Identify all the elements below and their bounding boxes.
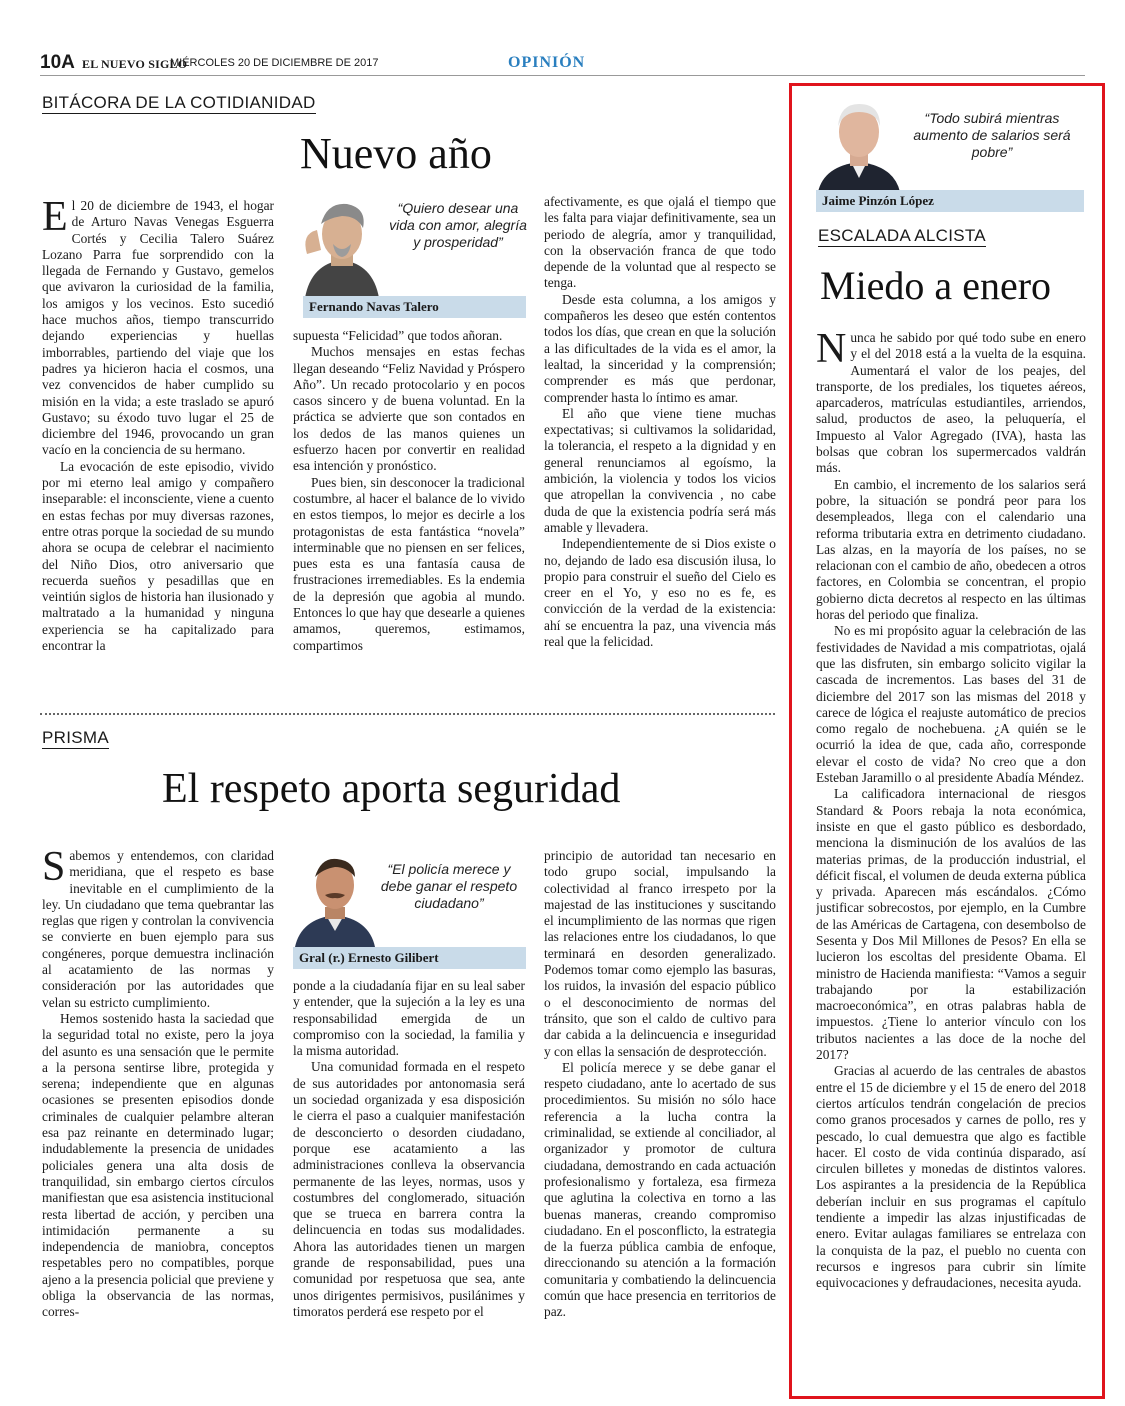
article2-column-2 — [293, 978, 525, 1323]
paragraph: Una comunidad formada en el respeto de sus autoridades por antonomasia será un sociedad organizada y esa disposición le cierra el paso a cualquier manifestación de desconcierto o desorden ciudadano, porque ese acatamiento a las administraciones conlleva la observancia permanente de las leyes, normas, usos y costumbres del conglomerado, situación que se trueca en barrera contra la delincuencia en todas sus modalidades. Ahora las autoridades tienen un margen grande de responsabilidad, pues una comunidad por respetuosa que sea, ante unos dirigentes permisivos, pusilánimes y timoratos perderá ese respeto por el — [293, 1059, 525, 1319]
article1-column-1 — [42, 198, 274, 683]
article2-column-1 — [42, 848, 274, 1323]
page-number: 10A — [40, 52, 75, 73]
paragraph: unca he sabido por qué todo sube en enero y el del 2018 está a la vuelta de la esquina. Aumentará el valor de los peajes, del transporte, de los prediales, los tiquetes aéreos, aparcaderos, matrículas estudiantiles, arriendos, salud, productos de aseo, la peluquería, el Impuesto al Valor Agregado (IVA), hasta las bolsas que cobran los supermercados valdrán más. — [816, 330, 1086, 476]
paragraph: Pues bien, sin desconocer la tradicional costumbre, al hacer el balance de lo vivido en estos tiempos, lo mejor es decirle a los protagonistas de esta fantástica “novela” interminable que no piensen en ser felices, pues esta es una fantasía causa de frustraciones irremediables. Es la endemia de la depresión que agobia al mundo. Entonces lo que hay que desearle a quienes amamos, queremos, estimamos, compartimos — [293, 474, 525, 653]
pull-quote: “Todo subirá mientras aumento de salarios será pobre” — [913, 110, 1071, 160]
article2-headline: El respeto aporta seguridad — [162, 766, 621, 812]
paragraph: La evocación de este episodio, vivido por mi eterno leal amigo y compañero inseparable: el inconsciente, viene a cuento en estas fechas por muy diversas razones, entre otras porque la sociedad de su mundo ahora se ocupa de celebrar el nacimiento del Niño Dios, otro aniversario que recuerda sueños y pesadillas que en veintiún siglos de historia han ilusionado y maltratado a la humanidad y ninguna experiencia se ha capitalizado para encontrar la — [42, 458, 274, 654]
article3-column-1 — [816, 330, 1086, 1380]
paragraph: afectivamente, es que ojalá el tiempo que les falta para viajar definitivamente, sea un periodo de alegría, amor y tranquilidad, con la observación franca de que todo depende de la voluntad que al respecto se tenga. — [544, 194, 776, 291]
issue-date: MIÉRCOLES 20 DE DICIEMBRE DE 2017 — [170, 57, 379, 69]
article1-kicker: BITÁCORA DE LA COTIDIANIDAD — [42, 93, 316, 112]
pull-quote: “El policía merece y debe ganar el respeto ciudadano” — [380, 861, 518, 911]
pull-quote: “Quiero desear una vida con amor, alegría y prosperidad” — [389, 200, 527, 250]
paragraph: Muchos mensajes en estas fechas llegan deseando “Feliz Navidad y Próspero Año”. Un recado protocolario y en pocos casos sincero y de buena voluntad. En la práctica se advierte que son contados en los dedos de las manos quienes un esfuerzo hacen por convertir en realidad esa intención y pronóstico. — [293, 344, 525, 474]
paragraph: El año que viene tiene muchas expectativas; si cultivamos la solidaridad, la tolerancia, el respeto a la dignidad y en general renunciamos al egoísmo, la ambición, la violencia y todos los vicios que atropellan la convivencia , no cabe duda de que la existencia podría será más amable y llevadera. — [544, 405, 776, 535]
article1-headline: Nuevo año — [300, 129, 492, 178]
paragraph: Hemos sostenido hasta la saciedad que la seguridad total no existe, pero la joya del asunto es una sensación que le permite a la persona sentirse libre, protegida y serena; independiente que en algunas ocasiones se presenten episodios donde criminales de cualquier pelambre alteran esa paz reinante en determinado lugar; indudablemente la presencia de unidades policiales genera una alta dosis de tranquilidad, sin embargo ciertos círculos manifiestan que esa asistencia institucional resta libertad de acción, y perciben una intimidación permanente a su independencia de maniobra, conceptos respetables pero no compatibles, porque ajeno a la presencia policial que previene y obliga la observancia de las normas, corres- — [42, 1010, 274, 1320]
author-photo — [816, 94, 902, 192]
paragraph: Independientemente de si Dios existe o no, dejando de lado esa discusión ilusa, lo propio para construir el sueño del Cielo es creer en el Yo, y eso no es fe, es convicción de la verdad de la existencia: ahí se encuentra la paz, una vivencia más real que la felicidad. — [544, 536, 776, 650]
article2-kicker: PRISMA — [42, 728, 109, 747]
paragraph: l 20 de diciembre de 1943, el hogar de Arturo Navas Venegas Esguerra Cortés y Cecilia Talero Suárez Lozano Parra fue sorprendido con la llegada de Fernando y Gustavo, gemelos que avivaron la curiosidad de la familia, los amigos y los vecinos. Esto sucedió hace muchos años, tiempo transcurrido dejando experiencias y huellas imborrables, partiendo del viaje que los padres ya hicieron hacia el cosmos, una vez convencidos de haber cumplido su misión en la vida; a este traslado se apuró Gustavo; su éxodo tuvo lugar el 25 de diciembre del 1946, provocando un gran vacío en la conciencia de su hermano. — [42, 198, 274, 458]
paragraph: abemos y entendemos, con claridad meridiana, que el respeto es base inevitable en el cumplimiento de la ley. Un ciudadano que tema quebrantar las reglas que rigen y controlan la convivencia se convierte en buen ejemplo para sus congéneres, porque demuestra inclinación al acatamiento de las normas y consideración por las autoridades que velan su estricto cumplimiento. — [42, 848, 274, 1010]
author-name: Gral (r.) Ernesto Gilibert — [293, 947, 526, 969]
author-photo — [297, 194, 387, 298]
article1-column-3 — [544, 194, 776, 684]
article3-headline: Miedo a enero — [820, 263, 1052, 308]
article3-kicker: ESCALADA ALCISTA — [818, 226, 986, 245]
dropcap: S — [42, 848, 66, 890]
author-name: Fernando Navas Talero — [303, 296, 526, 318]
paragraph: No es mi propósito aguar la celebración de las festividades de Navidad a mis compatriotas, ojalá que las disfruten, sin embargo solicito vigilar la cascada de incrementos. Las bases del 31 de diciembre del 2017 son las mismas del 2018 y carece de lógica el reajuste automático de precios como regalo de nochebuena. ¿A quién se le ocurrió la idea de que, cada año, corresponde elevar el costo de vida? No creo que a don Esteban Jaramillo o al presidente Abadía Méndez. — [816, 623, 1086, 786]
article2-byline — [293, 843, 526, 969]
paragraph: supuesta “Felicidad” que todos añoran. — [293, 328, 503, 343]
article1-byline — [293, 190, 526, 318]
article3-byline — [816, 94, 1086, 212]
paragraph: Desde esta columna, a los amigos y compañeros les deseo que estén contentos todos los días, que crean en que la solución a las dificultades de la vida es el amor, la lealtad, la sinceridad y la comprensión; comprender es más que perdonar, comprender hasta lo íntimo es amar. — [544, 291, 776, 405]
dropcap: N — [816, 330, 847, 372]
author-photo — [293, 847, 377, 947]
section-divider — [40, 713, 775, 715]
paragraph: En cambio, el incremento de los salarios será pobre, la situación se pondrá peor para los desempleados, llega con el calendario una reforma tributaria extra en detrimento ciudadano. Las alzas, en la mayoría de los países, no se relacionan con el cambio de año, obedecen a otros factores, en Colombia se concentran, el propio gobierno dicta decretos al respecto en las últimas horas del periodo que finaliza. — [816, 476, 1086, 623]
newspaper-name: EL NUEVO SIGLO — [82, 57, 188, 71]
paragraph: El policía merece y se debe ganar el respeto ciudadano, ante lo acertado de sus procedimientos. Su misión no sólo hace referencia a la lucha contra la criminalidad, se extiende al conciliador, al organizador y promotor de cultura ciudadana, demostrando en cada actuación profesionalismo y fortaleza, esa firmeza que aglutina la colectiva en torno a las buenas maneras, creando compromiso ciudadano. En el posconflicto, la estrategia de la fuerza pública cambia de enfoque, direccionando su atención a la formación comunitaria y combatiendo la delincuencia común que hace presencia en territorios de paz. — [544, 1059, 776, 1320]
author-name: Jaime Pinzón López — [816, 190, 1084, 212]
section-title: OPINIÓN — [508, 54, 586, 71]
article2-column-3 — [544, 848, 776, 1358]
paragraph: Gracias al acuerdo de las centrales de abastos entre el 15 de diciembre y el 15 de enero del 2018 ciertos artículos tendrán congelación de precios como granos procesados y carnes de pollo, res y pescado, lo cual demuestra que algo es factible hacer. El costo de vida continúa disparado, así circulen billetes y monedas de distintos valores. Los aspirantes a la presidencia de la República deberían incluir en sus programas el capítulo tendiente a impedir las alzas injustificadas de enero. Evitar aulagas familiares se entrelaza con la conquista de la paz, el pueblo no cuenta con recursos e ingresos para cubrir sin límite equivocaciones y defraudaciones, necesita ayuda. — [816, 1063, 1086, 1291]
paragraph: principio de autoridad tan necesario en todo grupo social, impulsando la colectividad al franco irrespeto por la majestad de las instituciones y suscitando el incumplimiento de las normas que rigen las relaciones entre los ciudadanos, lo que terminará en desorden generalizado. Podemos tomar como ejemplo las basuras, los ruidos, la invasión del espacio público o el desconocimiento de normas del tránsito, que son el caldo de cultivo para dar cabida a la delincuencia e inseguridad y con ellas la sensación de desprotección. — [544, 848, 776, 1059]
paragraph: ponde a la ciudadanía fijar en su leal saber y entender, que la sujeción a la ley es una responsabilidad emergida de un compromiso con la sociedad, la familia y la misma autoridad. — [293, 978, 525, 1059]
article1-column-2 — [293, 328, 525, 683]
dropcap: E — [42, 198, 68, 240]
page-header — [40, 50, 1085, 76]
paragraph: La calificadora internacional de riesgos Standard & Poors rebaja la nota económica, insiste en que el gasto público es desbordado, menciona la disminución de los avalúos de las materias primas, de la producción industrial, el déficit fiscal, el volumen de deuda externa pública y privada. Aparecen más escándalos. ¿Cómo justificar sobrecostos, por ejemplo, en la Cumbre de las Américas de Cartagena, con desembolso de Sesenta y Dos Mil Millones de Pesos? En ella se lucieron los escoltas del presidente Obama. El ministro de Hacienda manifiesta: “Vamos a seguir trabajando por la estabilización macroeconómica”, en otras palabras habla de impuestos. ¿Tiene lo anterior vínculo con los tributos nacientes a las doce de la noche del 2017? — [816, 786, 1086, 1063]
